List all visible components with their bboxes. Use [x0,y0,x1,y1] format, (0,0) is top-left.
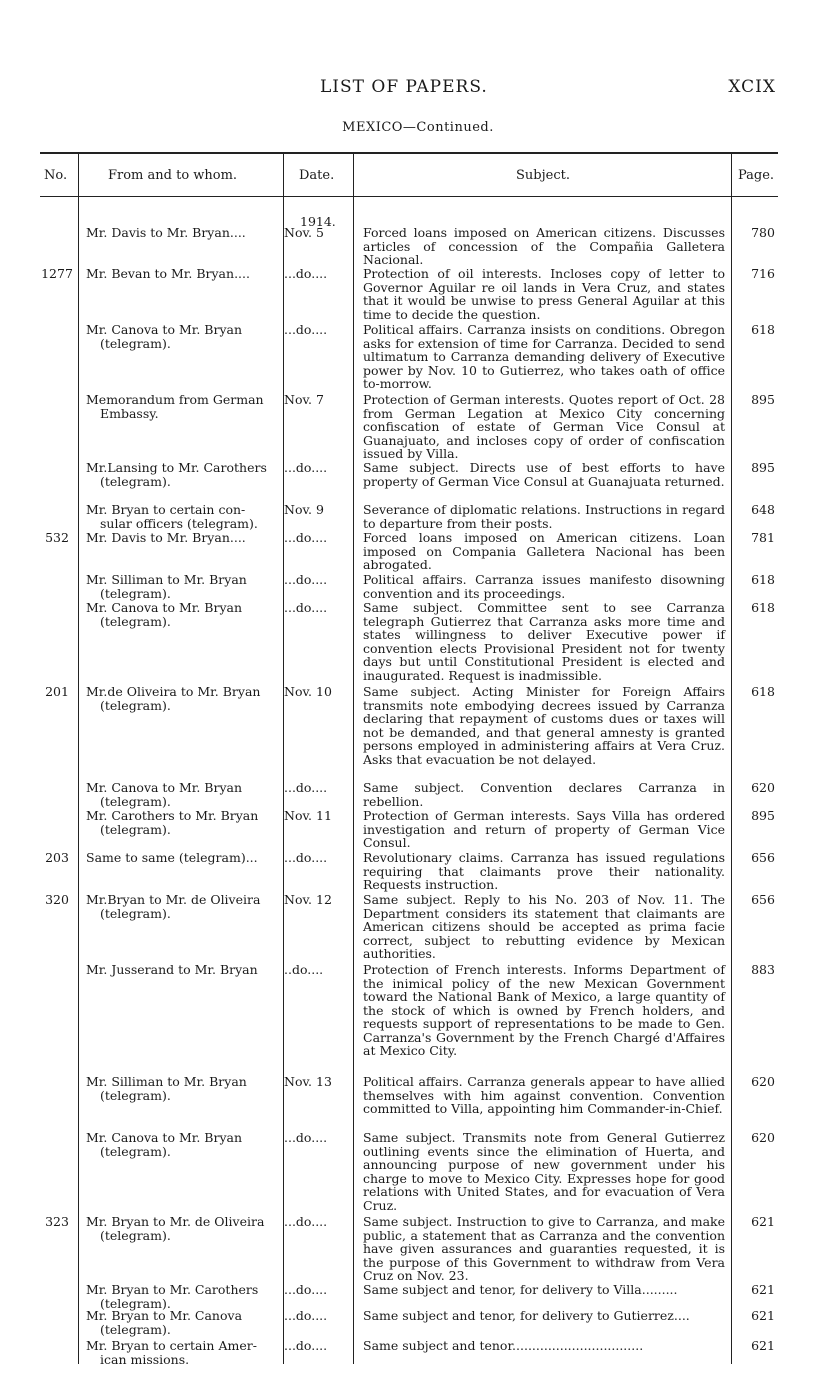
table-top-rule [40,152,778,154]
row-from [86,851,282,865]
row-page: 648 [751,502,775,517]
row-date: Nov. 9 [284,502,324,517]
row-subject: Same subject and tenor, for delivery to Villa......... [363,1282,678,1297]
row-subject: Political affairs. Carranza insists on conditions. Obregon asks for extension of time for Carranza. Decided to send ultimatum to Carranza demanding delivery of Executive power by Nov. 10 to Gutierrez, who takes oath of office to-morrow. [363,322,725,391]
row-from-line1: Mr. Bryan to Mr. de Oliveira [86,1214,265,1229]
row-from [86,1075,282,1102]
row-from-line1: Mr. Silliman to Mr. Bryan [86,572,247,587]
row-subject: Same subject and tenor................................. [363,1338,644,1353]
row-number: 201 [45,684,69,699]
row-page: 620 [751,780,775,795]
row-subject: Same subject. Directs use of best efforts to have property of German Vice Consul at Guanajuata returned. [363,460,725,489]
row-from [86,685,282,712]
row-from [86,809,282,836]
row-from [86,573,282,600]
row-from-line1: Same to same (telegram)... [86,850,258,865]
row-date: ...do.... [284,1130,328,1145]
row-subject: Same subject. Convention declares Carranza in rebellion. [363,780,725,809]
row-from [86,963,282,977]
row-subject: Revolutionary claims. Carranza has issued regulations requiring that claimants prove their nationality. Requests instruction. [363,850,725,892]
row-page: 781 [751,530,775,545]
row-date: ...do.... [284,1282,328,1297]
row-date: ...do.... [284,266,328,281]
row-subject: Same subject. Acting Minister for Foreign Affairs transmits note embodying decrees issued by Carranza declaring that repayment of customs dues or taxes will not be demanded, and that general amnesty is granted persons employed in administering affairs at Vera Cruz. Asks that evacuation be not delayed. [363,684,725,767]
row-date: Nov. 7 [284,392,324,407]
row-date: ...do.... [284,850,328,865]
row-from-line1: Mr. Canova to Mr. Bryan [86,1130,243,1145]
row-from [86,323,282,350]
row-date: ...do.... [284,1338,328,1353]
row-from [86,531,282,545]
row-from-line2: (telegram). [100,613,171,629]
row-number: 320 [45,892,69,907]
page-number: XCIX [728,77,776,97]
row-page: 895 [751,460,775,475]
row-subject: Same subject. Reply to his No. 203 of Nov. 11. The Department considers its statement that claimants are American citizens should be accepted as prima facie correct, subject to rebutting evidence by Mexican authorities. [363,892,725,961]
row-from-line1: Mr. Davis to Mr. Bryan.... [86,530,246,545]
column-header-date: Date. [299,168,335,183]
row-page: 621 [751,1214,775,1229]
row-from [86,1283,282,1310]
year-label: 1914. [300,214,336,229]
row-page: 883 [751,962,775,977]
row-date: ...do.... [284,530,328,545]
row-subject: Forced loans imposed on American citizens. Discusses articles of concession of the Compañia Galletera Nacional. [363,225,725,267]
row-page: 780 [751,225,775,240]
row-from [86,1309,282,1336]
row-from [86,1131,282,1158]
row-subject: Political affairs. Carranza issues manifesto disowning convention and its proceedings. [363,572,725,601]
row-from-line2: (telegram). [100,1087,171,1103]
row-subject: Political affairs. Carranza generals appear to have allied themselves with him against convention. Convention committed to Villa, appointing him Commander-in-Chief. [363,1074,725,1116]
row-from-line2: (telegram). [100,473,171,489]
row-from [86,893,282,920]
column-header-from: From and to whom. [108,168,238,183]
column-divider [353,152,354,1364]
column-header-page: Page. [738,168,775,183]
row-date: Nov. 13 [284,1074,332,1089]
row-page: 656 [751,892,775,907]
row-from-line1: Mr. Davis to Mr. Bryan.... [86,225,246,240]
row-date: ...do.... [284,600,328,615]
row-date: Nov. 11 [284,808,332,823]
row-page: 895 [751,808,775,823]
row-subject: Severance of diplomatic relations. Instructions in regard to departure from their posts. [363,502,725,531]
row-subject: Same subject. Instruction to give to Carranza, and make public, a statement that as Carranza and the convention have given assurances and guaranties requested, it is the purpose of this Government to withdraw from Vera Cruz on Nov. 23. [363,1214,725,1283]
row-from [86,503,282,530]
row-page: 618 [751,684,775,699]
row-from-line2: (telegram). [100,697,171,713]
section-subtitle: MEXICO—Continued. [342,120,494,135]
row-from-line1: Mr. Bryan to Mr. Canova [86,1308,243,1323]
row-date: ...do.... [284,1308,328,1323]
row-from-line2: ican missions. [100,1351,190,1367]
row-date: ...do.... [284,572,328,587]
row-date: ...do.... [284,460,328,475]
row-from-line2: (telegram). [100,1227,171,1243]
row-from-line2: (telegram). [100,905,171,921]
row-page: 656 [751,850,775,865]
row-date: Nov. 5 [284,225,324,240]
row-from-line2: (telegram). [100,821,171,837]
row-number: 203 [45,850,69,865]
row-page: 618 [751,322,775,337]
row-from-line1: Mr.Bryan to Mr. de Oliveira [86,892,261,907]
row-from-line1: Mr. Bevan to Mr. Bryan.... [86,266,250,281]
row-from-line1: Mr.de Oliveira to Mr. Bryan [86,684,261,699]
row-page: 618 [751,572,775,587]
row-from [86,393,282,420]
row-page: 716 [751,266,775,281]
row-page: 618 [751,600,775,615]
row-number: 323 [45,1214,69,1229]
page-header [0,72,836,102]
row-number: 1277 [41,266,73,281]
column-header-no: No. [44,168,68,183]
row-date: Nov. 10 [284,684,332,699]
row-from-line1: Mr. Bryan to certain Amer- [86,1338,257,1353]
row-date: ...do.... [284,780,328,795]
row-from-line2: (telegram). [100,1143,171,1159]
row-from [86,1215,282,1242]
row-date: ..do.... [284,962,324,977]
page-title: LIST OF PAPERS. [320,77,488,97]
row-from [86,781,282,808]
row-from-line1: Mr. Canova to Mr. Bryan [86,600,243,615]
row-from-line2: (telegram). [100,585,171,601]
row-from-line2: (telegram). [100,1321,171,1337]
row-date: Nov. 12 [284,892,332,907]
row-from-line1: Mr. Canova to Mr. Bryan [86,322,243,337]
row-from-line2: Embassy. [100,405,159,421]
row-page: 621 [751,1338,775,1353]
row-from-line1: Mr. Bryan to Mr. Carothers [86,1282,259,1297]
row-from [86,461,282,488]
row-from-line2: (telegram). [100,335,171,351]
table-header-rule [40,196,778,197]
column-header-subject: Subject. [516,168,570,183]
row-date: ...do.... [284,1214,328,1229]
row-from-line2: (telegram). [100,793,171,809]
row-page: 895 [751,392,775,407]
row-page: 621 [751,1308,775,1323]
row-from-line1: Mr.Lansing to Mr. Carothers [86,460,267,475]
column-divider [78,152,79,1364]
row-from-line1: Mr. Silliman to Mr. Bryan [86,1074,247,1089]
row-subject: Protection of oil interests. Incloses copy of letter to Governor Aguilar re oil lands in Vera Cruz, and states that it would be unwise to press General Aguilar at this time to decide the question. [363,266,725,322]
row-date: ...do.... [284,322,328,337]
row-from [86,1339,282,1366]
row-from-line1: Mr. Carothers to Mr. Bryan [86,808,259,823]
row-subject: Protection of German interests. Quotes report of Oct. 28 from German Legation at Mexico City concerning confiscation of estate of German Vice Consul at Guanajuato, and incloses copy of order of confiscation issued by Villa. [363,392,725,461]
row-subject: Same subject. Transmits note from General Gutierrez outlining events since the elimination of Huerta, and announcing purpose of new government under his charge to move to Mexico City. Expresses hope for good relations with United States, and for evacuation of Vera Cruz. [363,1130,725,1213]
row-from-line1: Mr. Bryan to certain con- [86,502,246,517]
row-from [86,601,282,628]
row-page: 620 [751,1130,775,1145]
column-divider [731,152,732,1364]
row-subject: Protection of German interests. Says Villa has ordered investigation and return of property of German Vice Consul. [363,808,725,850]
row-from-line2: sular officers (telegram). [100,515,258,531]
row-subject: Forced loans imposed on American citizens. Loan imposed on Compania Galletera Nacional has been abrogated. [363,530,725,572]
row-from [86,267,282,281]
row-page: 620 [751,1074,775,1089]
row-from-line1: Mr. Canova to Mr. Bryan [86,780,243,795]
row-from-line1: Memorandum from German [86,392,264,407]
row-subject: Same subject and tenor, for delivery to Gutierrez.... [363,1308,690,1323]
row-from-line2: (telegram). [100,1295,171,1311]
row-page: 621 [751,1282,775,1297]
row-subject: Same subject. Committee sent to see Carranza telegraph Gutierrez that Carranza asks more time and states willingness to deliver Executive power if convention elects Provisional President not for twenty days but until Constitutional President is elected and inaugurated. Request is inadmissible. [363,600,725,683]
row-number: 532 [45,530,69,545]
row-from-line1: Mr. Jusserand to Mr. Bryan [86,962,258,977]
row-from [86,226,282,240]
row-subject: Protection of French interests. Informs Department of the inimical policy of the new Mexican Government toward the National Bank of Mexico, a large quantity of the stock of which is owned by French holders, and requests support of representations to be made to Gen. Carranza's Government by the French Chargé d'Affaires at Mexico City. [363,962,725,1058]
